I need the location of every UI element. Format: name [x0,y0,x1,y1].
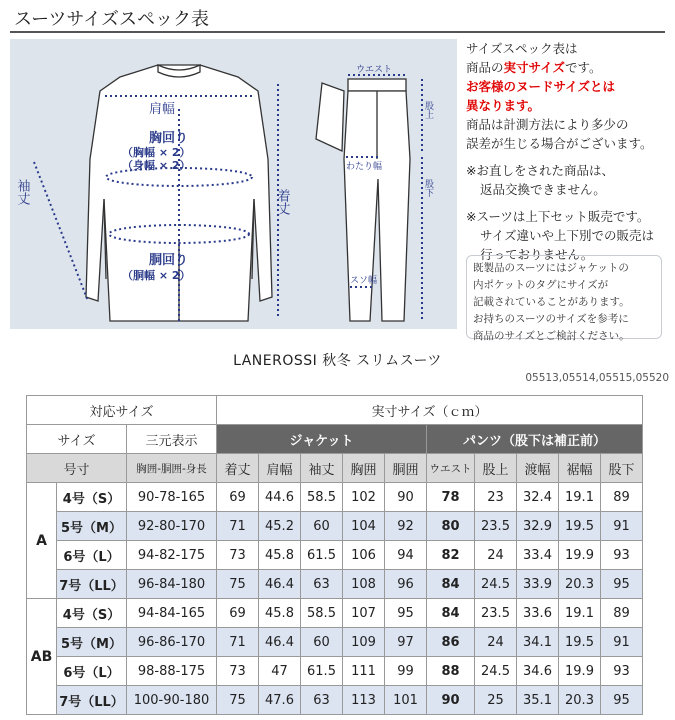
header-actual-size: 実寸サイズ（ｃｍ） [217,396,643,425]
col-header: 胴囲 [385,454,427,483]
size-spec-table [26,395,643,715]
value-cell: 24 [475,628,517,657]
value-cell: 19.9 [559,657,601,686]
value-cell: 69 [217,483,259,512]
page-header [0,0,675,36]
value-cell: 108 [343,570,385,599]
label-waist-1: 胴回り [149,253,189,268]
label-rise: 股上 [423,101,433,119]
value-cell: 90 [385,483,427,512]
label-inseam: 股下 [423,179,433,197]
table-row [27,512,643,541]
group-label: A [27,483,57,599]
value-cell: 24.5 [475,570,517,599]
value-cell: 113 [343,686,385,715]
value-cell: 106 [343,541,385,570]
value-cell: 107 [343,599,385,628]
product-title: LANEROSSI 秋冬 スリムスーツ [233,353,442,369]
label-length: 着丈 [274,189,290,215]
value-cell: 19.5 [559,628,601,657]
col-header: 股下 [601,454,643,483]
value-cell: 88 [427,657,475,686]
page-title: スーツサイズスペック表 [14,9,209,30]
value-cell: 33.9 [517,570,559,599]
suit-diagram-svg [10,39,457,329]
value-cell: 32.9 [517,512,559,541]
value-cell: 20.3 [559,570,601,599]
value-cell: 23.5 [475,599,517,628]
value-cell: 92 [385,512,427,541]
value-cell: 32.4 [517,483,559,512]
three-cell: 96-84-180 [127,570,217,599]
label-waist-2: （胴幅 × 2） [122,269,191,282]
three-cell: 100-90-180 [127,686,217,715]
table-row [27,483,643,512]
three-cell: 92-80-170 [127,512,217,541]
value-cell: 93 [601,657,643,686]
value-cell: 46.4 [259,628,301,657]
size-cell: 6号（L） [57,657,127,686]
label-hem: スソ幅 [350,276,378,286]
tag-note-box: 既製品のスーツにはジャケットの 内ポケットのタグにサイズが 記載されていることがあります。 お持ちのスーツのサイズを参考に 商品のサイズとご検討ください。 [466,255,662,339]
col-header: 肩幅 [259,454,301,483]
value-cell: 111 [343,657,385,686]
value-cell: 45.8 [259,599,301,628]
table-row [27,570,643,599]
col-header: 渡幅 [517,454,559,483]
value-cell: 19.9 [559,541,601,570]
value-cell: 71 [217,512,259,541]
header-three: 三元表示 [127,425,217,454]
col-header: 着丈 [217,454,259,483]
label-shoulder: 肩幅 [149,102,176,117]
col-header: 股上 [475,454,517,483]
value-cell: 61.5 [301,541,343,570]
value-cell: 95 [601,686,643,715]
jacket-illustration [86,65,272,321]
size-cell: 7号（LL） [57,570,127,599]
value-cell: 97 [385,628,427,657]
value-cell: 44.6 [259,483,301,512]
size-cell: 5号（M） [57,628,127,657]
value-cell: 104 [343,512,385,541]
value-cell: 58.5 [301,483,343,512]
value-cell: 95 [601,570,643,599]
value-cell: 23 [475,483,517,512]
sleeve-line [34,162,88,301]
header-three-detail: 胸囲-胴囲-身長 [127,454,217,483]
value-cell: 73 [217,541,259,570]
three-cell: 98-88-175 [127,657,217,686]
table-row [27,541,643,570]
value-cell: 63 [301,570,343,599]
value-cell: 102 [343,483,385,512]
value-cell: 90 [427,686,475,715]
size-cell: 4号（S） [57,483,127,512]
note-line: ※お直しをされた商品は、 [466,163,614,178]
product-codes: 05513,05514,05515,05520 [525,372,669,384]
col-header: 袖丈 [301,454,343,483]
size-cell: 6号（L） [57,541,127,570]
col-header: 胸囲 [343,454,385,483]
value-cell: 69 [217,599,259,628]
value-cell: 93 [601,541,643,570]
value-cell: 46.4 [259,570,301,599]
three-cell: 96-86-170 [127,628,217,657]
value-cell: 35.1 [517,686,559,715]
value-cell: 109 [343,628,385,657]
label-chest-2: （胸幅 × 2） [122,146,191,159]
value-cell: 33.4 [517,541,559,570]
value-cell: 20.3 [559,686,601,715]
note-line: 誤差が生じる場合がございます。 [466,136,653,151]
label-chest-3: （身幅 × 2） [122,159,191,172]
label-sleeve: 袖丈 [14,179,30,205]
header-size-group: 対応サイズ [27,396,217,425]
header-jacket: ジャケット [217,425,427,454]
value-cell: 84 [427,599,475,628]
label-thigh: わたり幅 [346,162,383,172]
value-cell: 89 [601,599,643,628]
size-cell: 4号（S） [57,599,127,628]
value-cell: 24.5 [475,657,517,686]
note-line: 商品の実寸サイズです。 [466,60,602,75]
value-cell: 78 [427,483,475,512]
value-cell: 34.1 [517,628,559,657]
size-cell: 7号（LL） [57,686,127,715]
value-cell: 73 [217,657,259,686]
note-line: サイズ違いや上下別での販売は [480,228,655,243]
three-cell: 94-82-175 [127,541,217,570]
value-cell: 45.2 [259,512,301,541]
value-cell: 45.8 [259,541,301,570]
table-body [27,483,643,715]
value-cell: 96 [385,570,427,599]
value-cell: 24 [475,541,517,570]
measurement-diagram [10,39,457,329]
table-row [27,657,643,686]
value-cell: 47 [259,657,301,686]
col-header: 裾幅 [559,454,601,483]
value-cell: 25 [475,686,517,715]
value-cell: 91 [601,628,643,657]
value-cell: 84 [427,570,475,599]
value-cell: 71 [217,628,259,657]
value-cell: 101 [385,686,427,715]
note-line: 商品は計測方法により多少の [466,117,629,132]
note-line: 返品交換できません。 [480,182,606,197]
value-cell: 19.5 [559,512,601,541]
value-cell: 60 [301,628,343,657]
table-row [27,599,643,628]
value-cell: 60 [301,512,343,541]
value-cell: 23.5 [475,512,517,541]
note-line-red: お客様のヌードサイズとは [466,79,616,94]
note-line-red: 異なります。 [466,98,541,113]
value-cell: 19.1 [559,483,601,512]
value-cell: 75 [217,570,259,599]
value-cell: 80 [427,512,475,541]
header-divider [10,31,665,33]
value-cell: 75 [217,686,259,715]
value-cell: 82 [427,541,475,570]
value-cell: 89 [601,483,643,512]
three-cell: 94-84-165 [127,599,217,628]
table-row [27,628,643,657]
note-line: サイズスペック表は [466,41,578,56]
header-number: 号寸 [27,454,127,483]
label-chest-1: 胸回り [149,131,189,146]
value-cell: 99 [385,657,427,686]
col-header: ウエスト [427,454,475,483]
spec-notes [466,39,671,264]
value-cell: 94 [385,541,427,570]
value-cell: 19.1 [559,599,601,628]
value-cell: 95 [385,599,427,628]
table-row [27,686,643,715]
header-pants: パンツ（股下は補正前） [427,425,643,454]
note-line: ※スーツは上下セット販売です。 [466,209,650,224]
value-cell: 34.6 [517,657,559,686]
label-pants-waist: ウエスト [356,65,393,75]
three-cell: 90-78-165 [127,483,217,512]
size-cell: 5号（M） [57,512,127,541]
value-cell: 63 [301,686,343,715]
value-cell: 61.5 [301,657,343,686]
note-line: 行っておりません。 [480,247,594,262]
value-cell: 91 [601,512,643,541]
group-label: AB [27,599,57,715]
value-cell: 33.6 [517,599,559,628]
value-cell: 86 [427,628,475,657]
value-cell: 47.6 [259,686,301,715]
value-cell: 58.5 [301,599,343,628]
header-size: サイズ [27,425,127,454]
